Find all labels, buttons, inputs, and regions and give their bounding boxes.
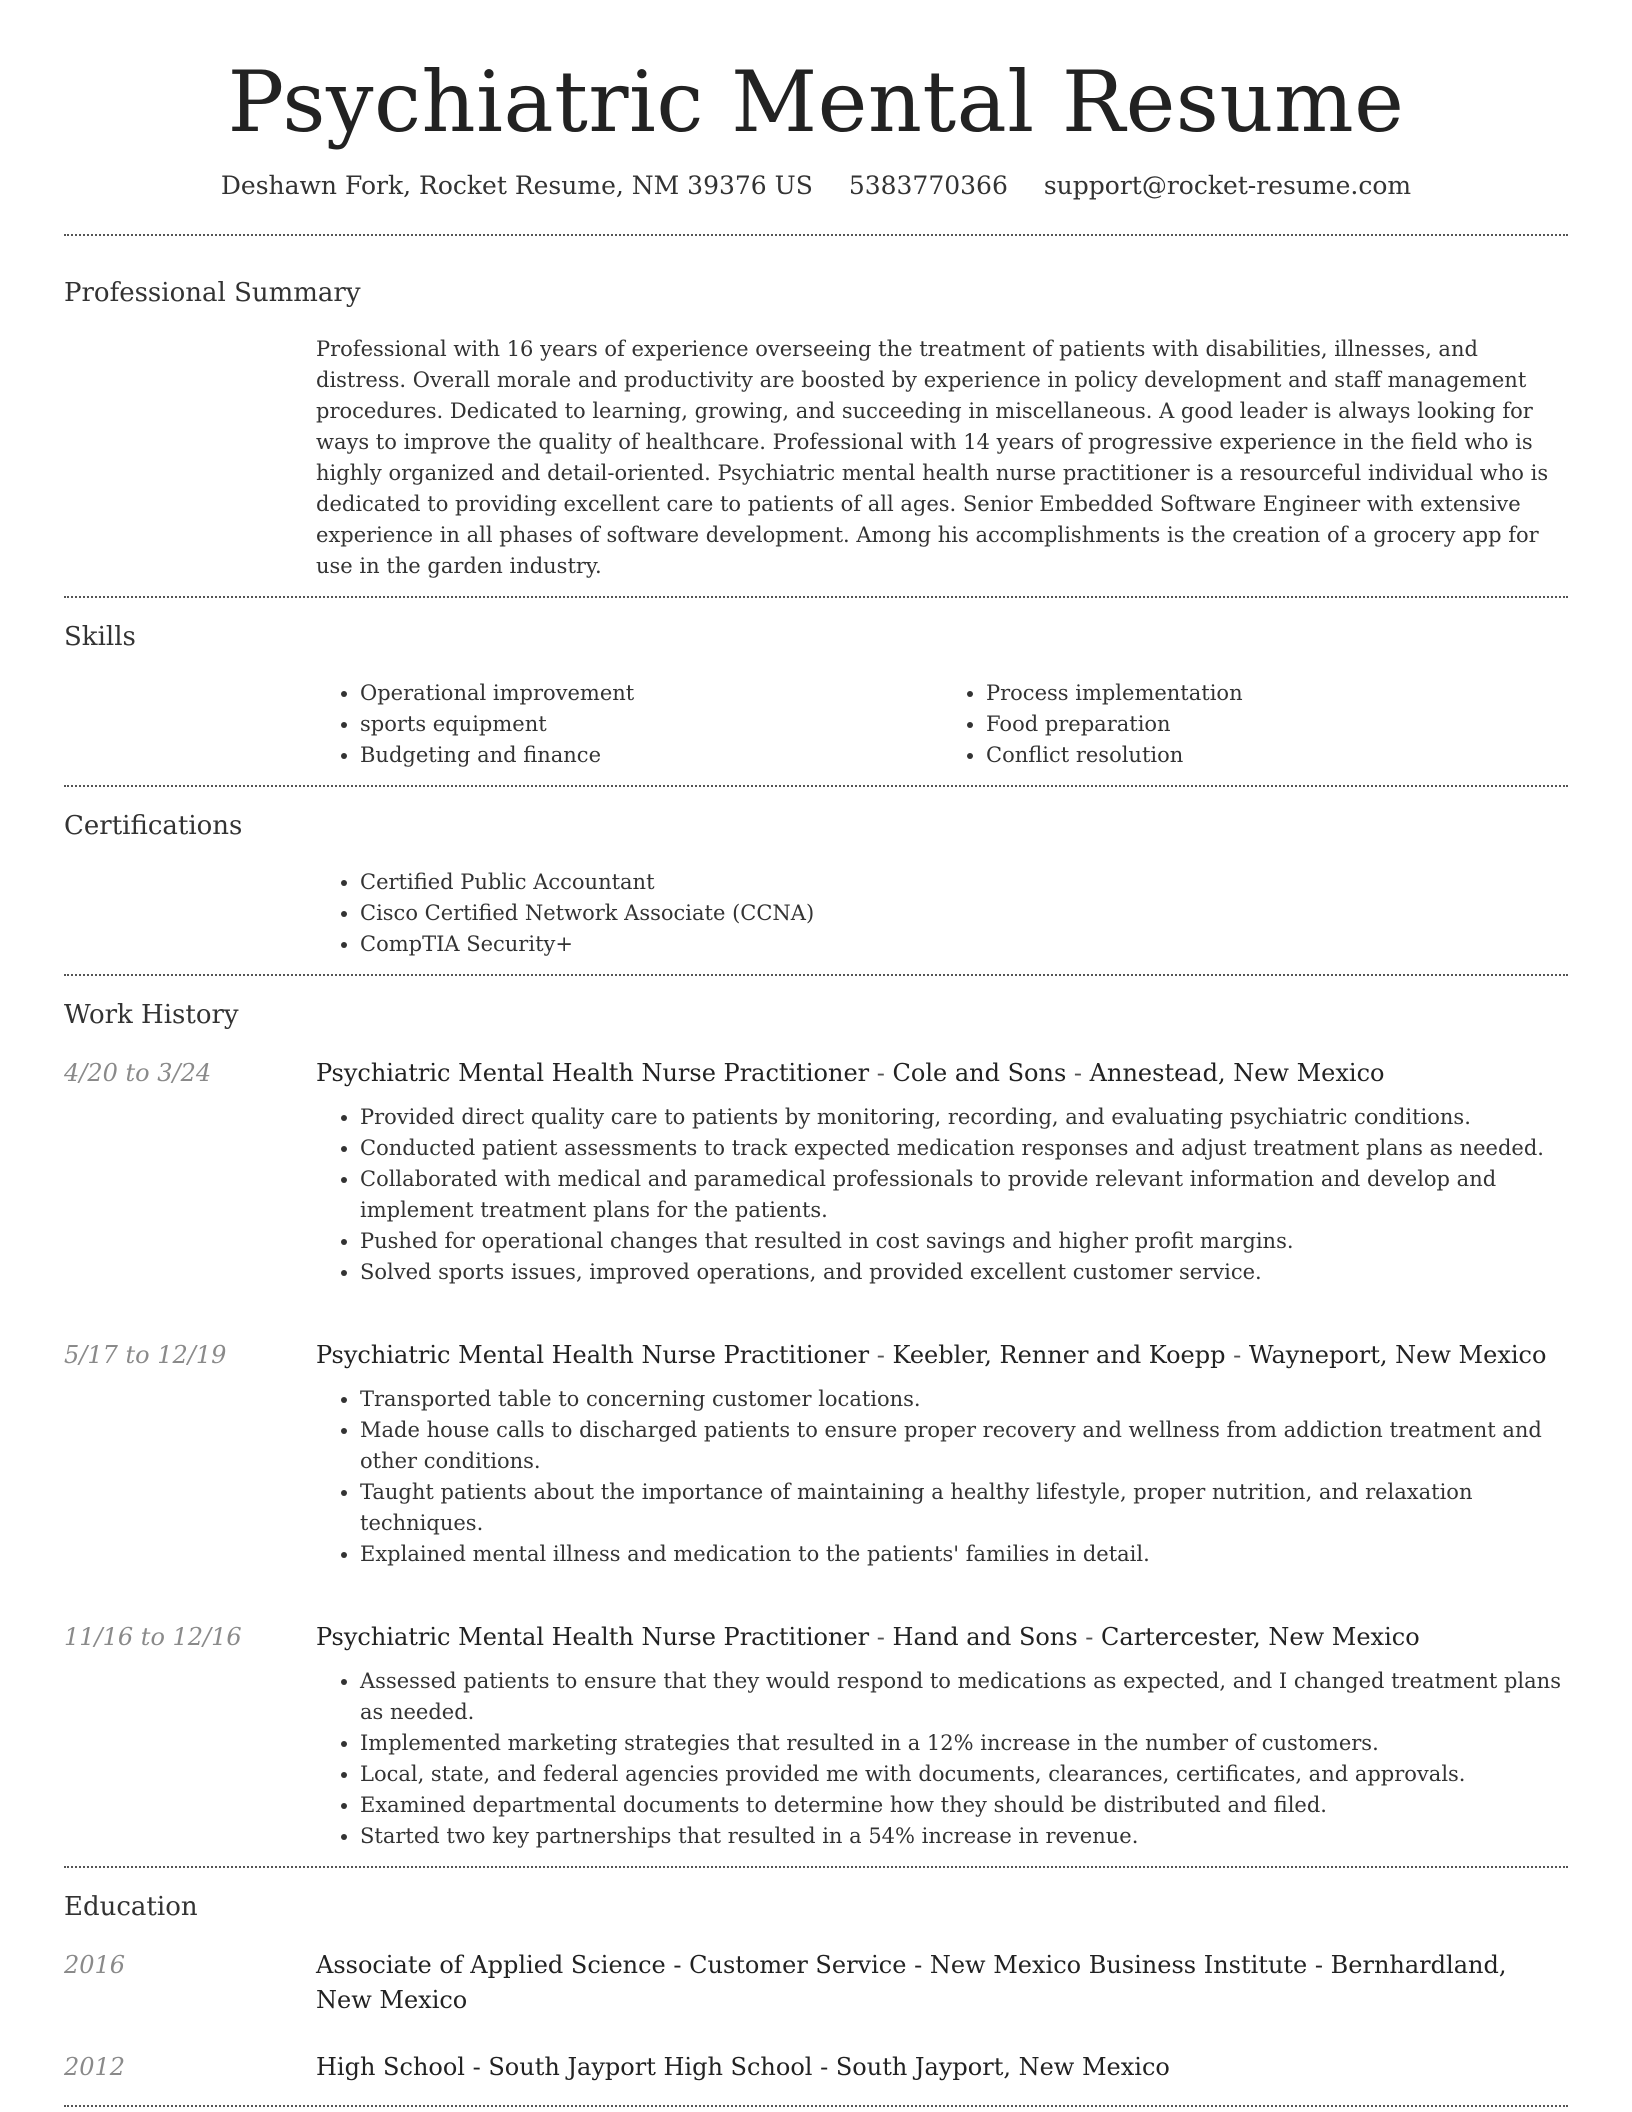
contact-address: Deshawn Fork, Rocket Resume, NM 39376 US [220, 170, 813, 200]
list-item: • Conflict resolution [986, 740, 1568, 771]
list-item: • Food preparation [986, 709, 1568, 740]
education-entry [64, 1948, 1568, 2018]
work-history-heading: Work History [64, 999, 239, 1030]
education-school: South Jayport High School [488, 2052, 813, 2081]
skills-section [64, 598, 1568, 785]
divider [64, 2105, 1568, 2107]
job-company: Hand and Sons [892, 1622, 1078, 1651]
list-item: • Started two key partnerships that resulted in a 54% increase in revenue. [360, 1821, 1568, 1852]
list-item: • Pushed for operational changes that resulted in cost savings and higher profit margins. [360, 1226, 1568, 1257]
skills-list-right [942, 678, 1568, 771]
education-school: New Mexico Business Institute [929, 1950, 1308, 1979]
list-item: • Operational improvement [360, 678, 942, 709]
job-heading: Psychiatric Mental Health Nurse Practitioner - Hand and Sons - Cartercester, New Mexico [316, 1622, 1420, 1651]
job-bullets [316, 1384, 1568, 1570]
certifications-list [316, 867, 1568, 960]
education-details: Associate of Applied Science - Customer Service - New Mexico Business Institute - Bernhardland, New Mexico [316, 1950, 1507, 2014]
certifications-heading: Certifications [64, 810, 243, 841]
job-entry [64, 1338, 1568, 1598]
certifications-section [64, 787, 1568, 974]
list-item: • Examined departmental documents to determine how they should be distributed and filed. [360, 1790, 1568, 1821]
job-heading: Psychiatric Mental Health Nurse Practitioner - Cole and Sons - Annestead, New Mexico [316, 1058, 1385, 1087]
list-item: • Provided direct quality care to patients by monitoring, recording, and evaluating psychiatric conditions. [360, 1102, 1568, 1133]
job-heading: Psychiatric Mental Health Nurse Practitioner - Keebler, Renner and Koepp - Wayneport, New Mexico [316, 1340, 1547, 1369]
job-location: Annestead, New Mexico [1089, 1058, 1385, 1087]
contact-phone: 5383770366 [848, 170, 1008, 200]
education-degree: High School [316, 2052, 465, 2081]
list-item: • sports equipment [360, 709, 942, 740]
job-location: Wayneport, New Mexico [1248, 1340, 1547, 1369]
work-history-section [64, 976, 1568, 1866]
education-field: Customer Service [689, 1950, 907, 1979]
job-title: Psychiatric Mental Health Nurse Practitioner [316, 1058, 870, 1087]
skills-grid [316, 678, 1568, 771]
education-entry [64, 2050, 1568, 2085]
contact-line [64, 171, 1568, 200]
education-year: 2016 [64, 1950, 126, 1979]
list-item: • Made house calls to discharged patients to ensure proper recovery and wellness from addiction treatment and other conditions. [360, 1415, 1568, 1477]
education-degree: Associate of Applied Science [316, 1950, 666, 1979]
summary-heading: Professional Summary [64, 277, 361, 308]
list-item: • Conducted patient assessments to track expected medication responses and adjust treatment plans as needed. [360, 1133, 1568, 1164]
list-item: • Assessed patients to ensure that they would respond to medications as expected, and I changed treatment plans as needed. [360, 1666, 1568, 1728]
job-title: Psychiatric Mental Health Nurse Practitioner [316, 1340, 870, 1369]
summary-section [64, 236, 1568, 596]
job-title: Psychiatric Mental Health Nurse Practitioner [316, 1622, 870, 1651]
list-item: • Process implementation [986, 678, 1568, 709]
list-item: • Explained mental illness and medication to the patients' families in detail. [360, 1539, 1568, 1570]
job-dates: 4/20 to 3/24 [64, 1058, 212, 1087]
job-entry [64, 1056, 1568, 1316]
list-item: • Taught patients about the importance of maintaining a healthy lifestyle, proper nutrition, and relaxation techniques. [360, 1477, 1568, 1539]
contact-email: support@rocket-resume.com [1043, 170, 1412, 200]
list-item: • Implemented marketing strategies that resulted in a 12% increase in the number of customers. [360, 1728, 1568, 1759]
list-item: • Budgeting and finance [360, 740, 942, 771]
job-location: Cartercester, New Mexico [1101, 1622, 1420, 1651]
list-item: • CompTIA Security+ [360, 929, 1568, 960]
education-heading: Education [64, 1891, 198, 1922]
skills-heading: Skills [64, 621, 136, 652]
list-item: • Solved sports issues, improved operations, and provided excellent customer service. [360, 1257, 1568, 1288]
job-bullets [316, 1666, 1568, 1852]
education-location: South Jayport, New Mexico [835, 2052, 1170, 2081]
list-item: • Cisco Certified Network Associate (CCNA) [360, 898, 1568, 929]
skills-list-left [316, 678, 942, 771]
job-company: Cole and Sons [892, 1058, 1067, 1087]
job-dates: 5/17 to 12/19 [64, 1340, 227, 1369]
list-item: • Collaborated with medical and paramedical professionals to provide relevant information and develop and implement treatment plans for the patients. [360, 1164, 1568, 1226]
summary-text: Professional with 16 years of experience overseeing the treatment of patients with disabilities, illnesses, and distress. Overall morale and productivity are boosted by experience in policy development and staff management procedures. Dedicated to learning, growing, and succeeding in miscellaneous. A good leader is always looking for ways to improve the quality of healthcare. Professional with 14 years of progressive experience in the field who is highly organized and detail-oriented. Psychiatric mental health nurse practitioner is a resourceful individual who is dedicated to providing excellent care to patients of all ages. Senior Embedded Software Engineer with extensive experience in all phases of software development. Among his accomplishments is the creation of a grocery app for use in the garden industry. [316, 336, 1549, 578]
list-item: • Local, state, and federal agencies provided me with documents, clearances, certificates, and approvals. [360, 1759, 1568, 1790]
job-company: Keebler, Renner and Koepp [892, 1340, 1226, 1369]
education-details: High School - South Jayport High School - South Jayport, New Mexico [316, 2052, 1170, 2081]
education-location: Bernhardland, New Mexico [316, 1950, 1507, 2014]
job-entry [64, 1620, 1568, 1866]
job-dates: 11/16 to 12/16 [64, 1622, 242, 1651]
list-item: • Transported table to concerning customer locations. [360, 1384, 1568, 1415]
job-bullets [316, 1102, 1568, 1288]
list-item: • Certified Public Accountant [360, 867, 1568, 898]
education-year: 2012 [64, 2052, 126, 2081]
resume-title: Psychiatric Mental Resume [227, 53, 1405, 151]
education-section [64, 1868, 1568, 2085]
